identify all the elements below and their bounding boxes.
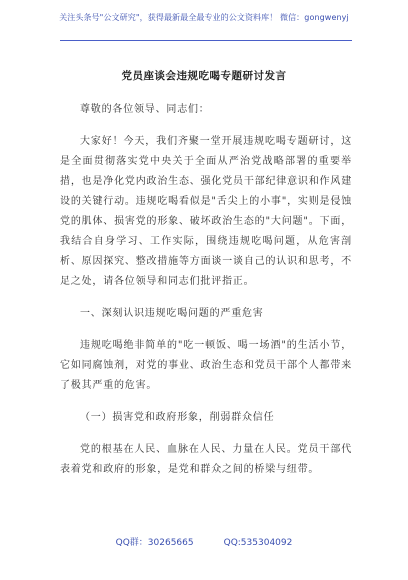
subsection-heading-1: （一）损害党和政府形象，削弱群众信任	[80, 412, 275, 423]
paragraph-section-1: 违规吃喝绝非简单的"吃一顿饭、喝一场酒"的生活小节，它如同腐蚀剂，对党的事业、政治生态和党员干部个人都带来了极其严重的危害。	[60, 340, 352, 391]
document-body	[60, 100, 352, 492]
page-footer	[0, 535, 408, 548]
document-title: 党员座谈会违规吃喝专题研讨发言	[121, 70, 287, 82]
header-divider	[60, 40, 352, 41]
page-header: 关注头条号"公文研究"，获得最新最全最专业的公文资料库！ 微信：gongwenyj	[59, 13, 349, 22]
salutation: 尊敬的各位领导、同志们：	[80, 104, 210, 115]
footer-qq-group: QQ群：30265665	[115, 538, 194, 548]
section-heading-1: 一、深刻认识违规吃喝问题的严重危害	[80, 308, 264, 319]
paragraph-intro: 大家好！今天，我们齐聚一堂开展违规吃喝专题研讨，这是全面贯彻落实党中央关于全面从严治党战略部署的重要举措，也是净化党内政治生态、强化党员干部纪律意识和作风建设的关键行动。违规吃喝看似是"舌尖上的小事"，实则是侵蚀党的肌体、损害党的形象、破坏政治生态的"大问题"。下面，我结合自身学习、工作实际，围绕违规吃喝问题，从危害剖析、原因探究、整改措施等方面谈一谈自己的认识和思考，不足之处，请各位领导和同志们批评指正。	[60, 136, 352, 287]
footer-qq: QQ:535304092	[223, 538, 293, 548]
paragraph-subsection-1: 党的根基在人民、血脉在人民、力量在人民。党员干部代表着党和政府的形象，是党和群众之间的桥梁与纽带。	[60, 444, 352, 475]
